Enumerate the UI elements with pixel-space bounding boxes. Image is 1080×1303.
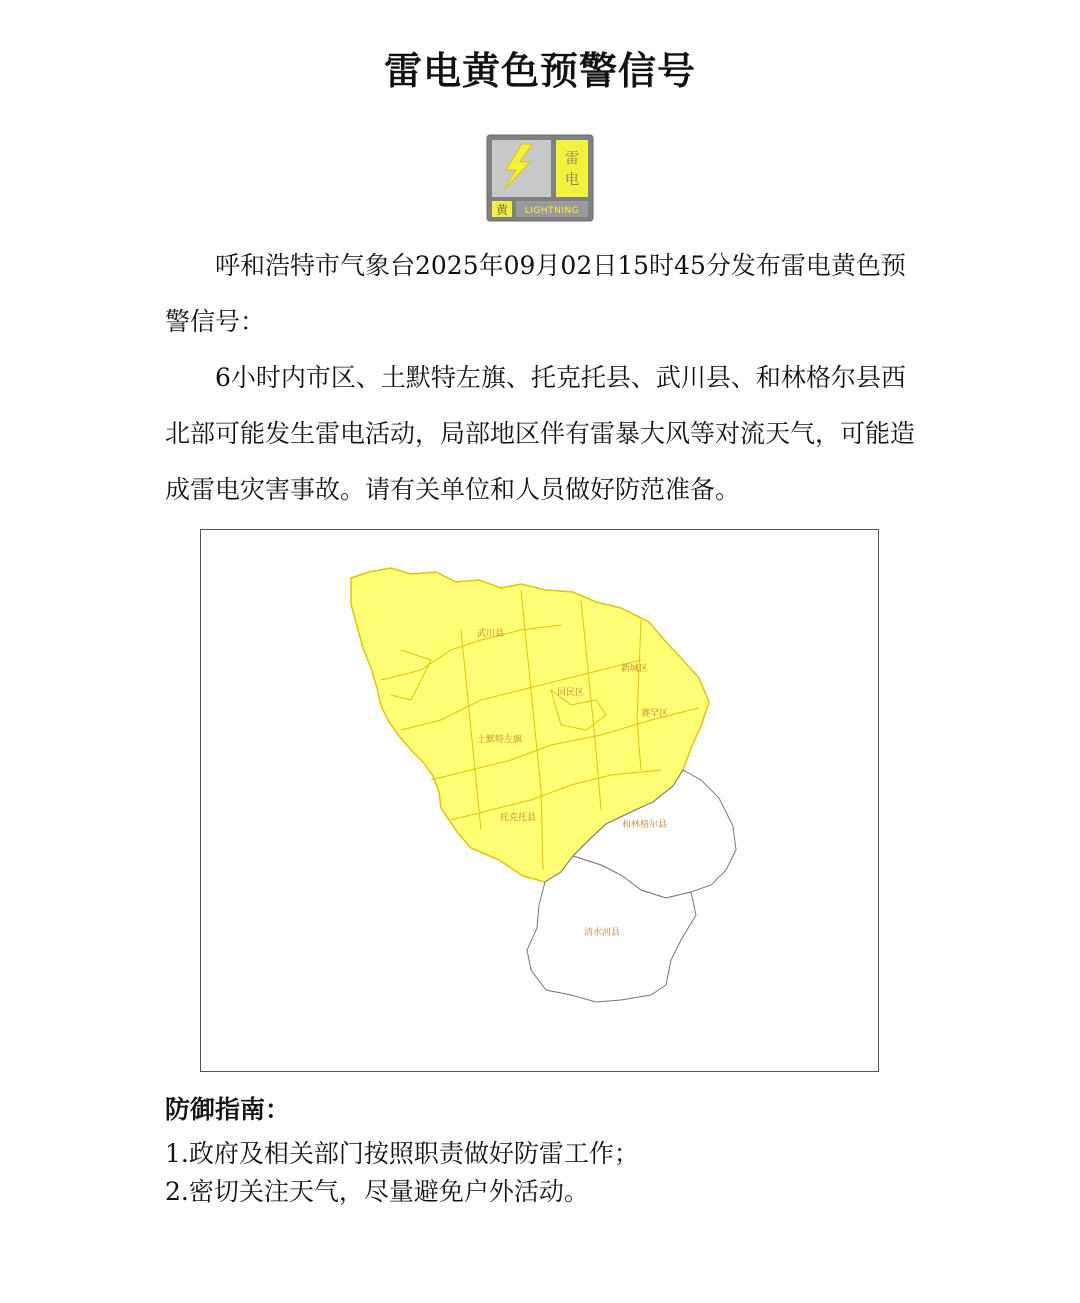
badge-bottom-cn: 黄 [495, 203, 509, 217]
label-tuoketuo: 托克托县 [500, 813, 537, 823]
issuance-paragraph: 呼和浩特市气象台2025年09月02日15时45分发布雷电黄色预警信号： [165, 251, 906, 336]
guide-item: 1.政府及相关部门按照职责做好防雷工作； [165, 1139, 639, 1168]
guide-list [165, 1135, 639, 1211]
label-saihan: 赛罕区 [641, 709, 669, 719]
label-wuchuan: 武川县 [477, 629, 505, 639]
guide-item: 2.密切关注天气，尽量避免户外活动。 [165, 1177, 589, 1206]
label-huimin: 回民区 [557, 688, 585, 698]
label-tumote: 土默特左旗 [477, 735, 523, 745]
warning-content-paragraph: 6小时内市区、土默特左旗、托克托县、武川县、和林格尔县西北部可能发生雷电活动，局部地区伴有雷暴大风等对流天气，可能造成雷电灾害事故。请有关单位和人员做好防范准备。 [165, 363, 916, 504]
label-qingshuihe: 清水河县 [584, 928, 621, 938]
label-xincheng: 新城区 [621, 664, 649, 674]
label-helingeer: 和林格尔县 [622, 820, 668, 830]
lightning-yellow-warning-badge [486, 134, 594, 222]
badge-side-text-1: 雷 [565, 151, 579, 167]
badge-side-text-2: 电 [565, 172, 579, 188]
badge-bottom-en: LIGHTNING [524, 206, 580, 216]
warning-area-map [200, 529, 879, 1072]
warning-badge-graphic [486, 134, 594, 222]
map-svg [201, 530, 878, 1071]
page-title: 雷电黄色预警信号 [383, 49, 696, 93]
guide-title: 防御指南： [165, 1095, 291, 1124]
